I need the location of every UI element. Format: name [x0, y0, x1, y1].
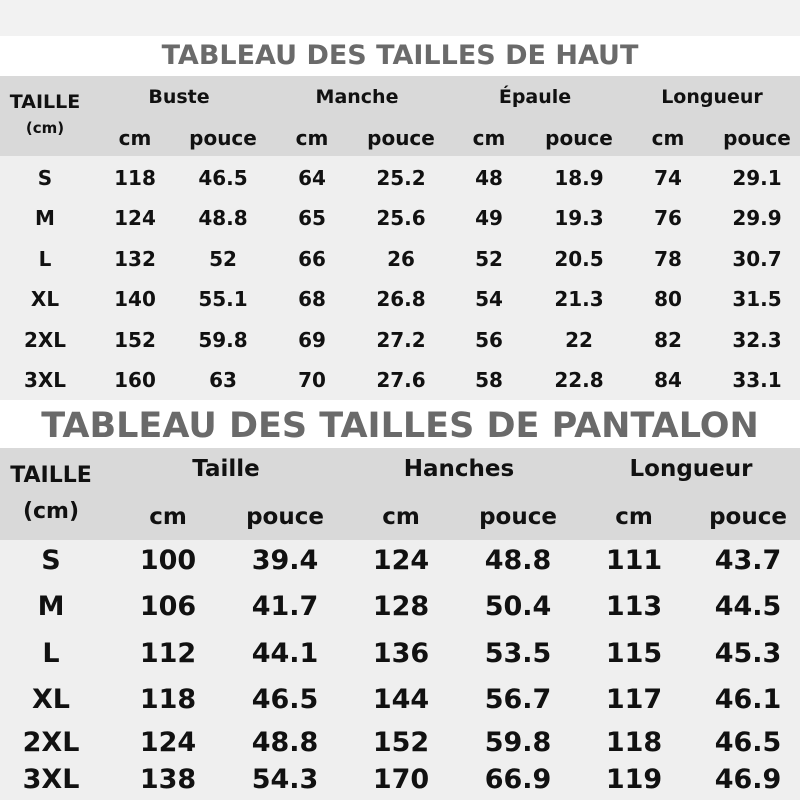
table-cell: 43.7 — [714, 545, 782, 576]
table-cell: 160 — [114, 368, 156, 392]
unit-header: cm — [382, 504, 420, 530]
table-cell: 32.3 — [732, 328, 782, 352]
top-chart-title: TABLEAU DES TAILLES DE HAUT — [161, 40, 639, 71]
table-cell: 46.5 — [198, 166, 248, 190]
size-label: L — [42, 638, 60, 669]
table-cell: 30.7 — [732, 247, 782, 271]
table-cell: 113 — [605, 591, 663, 622]
unit-header: pouce — [246, 504, 324, 530]
table-cell: 111 — [605, 545, 663, 576]
unit-header: cm — [149, 504, 187, 530]
table-cell: 18.9 — [554, 166, 604, 190]
group-header: Hanches — [403, 456, 515, 482]
table-cell: 54 — [475, 287, 503, 311]
table-cell: 48.8 — [198, 206, 248, 230]
size-label: 2XL — [22, 727, 80, 758]
table-cell: 52 — [209, 247, 237, 271]
size-label: XL — [30, 287, 60, 311]
table-cell: 48.8 — [484, 545, 552, 576]
table-cell: 49 — [475, 206, 503, 230]
table-cell: 26.8 — [376, 287, 426, 311]
pants-chart-title: TABLEAU DES TAILLES DE PANTALON — [41, 406, 759, 446]
table-cell: 144 — [372, 684, 430, 715]
table-cell: 66.9 — [484, 764, 552, 795]
table-cell: 22.8 — [554, 368, 604, 392]
table-cell: 124 — [372, 545, 430, 576]
table-cell: 64 — [298, 166, 326, 190]
table-cell: 21.3 — [554, 287, 604, 311]
table-cell: 44.1 — [251, 638, 319, 669]
unit-header: cm — [615, 504, 653, 530]
table-cell: 20.5 — [554, 247, 604, 271]
unit-header: cm — [295, 126, 329, 150]
table-cell: 74 — [654, 166, 682, 190]
table-cell: 82 — [654, 328, 682, 352]
table-cell: 59.8 — [484, 727, 552, 758]
table-cell: 140 — [114, 287, 156, 311]
table-cell: 132 — [114, 247, 156, 271]
unit-header: pouce — [723, 126, 791, 150]
table-cell: 50.4 — [484, 591, 552, 622]
table-cell: 33.1 — [732, 368, 782, 392]
table-cell: 59.8 — [198, 328, 248, 352]
table-cell: 44.5 — [714, 591, 782, 622]
table-cell: 124 — [114, 206, 156, 230]
group-header: Taille — [192, 456, 260, 482]
table-cell: 112 — [139, 638, 197, 669]
table-cell: 45.3 — [714, 638, 782, 669]
table-cell: 46.5 — [714, 727, 782, 758]
table-cell: 46.5 — [251, 684, 319, 715]
size-label: M — [35, 206, 55, 230]
group-header: Longueur — [629, 456, 753, 482]
size-label: S — [37, 166, 53, 190]
table-cell: 48 — [475, 166, 503, 190]
table-cell: 115 — [605, 638, 663, 669]
table-cell: 68 — [298, 287, 326, 311]
unit-header: pouce — [709, 504, 787, 530]
table-cell: 53.5 — [484, 638, 552, 669]
table-cell: 124 — [139, 727, 197, 758]
table-cell: 66 — [298, 247, 326, 271]
unit-header: pouce — [545, 126, 613, 150]
table-cell: 152 — [114, 328, 156, 352]
table-cell: 25.2 — [376, 166, 426, 190]
top-strip — [0, 0, 800, 36]
table-cell: 29.9 — [732, 206, 782, 230]
table-cell: 31.5 — [732, 287, 782, 311]
table-cell: 19.3 — [554, 206, 604, 230]
group-header: Manche — [315, 86, 399, 108]
table-cell: 100 — [139, 545, 197, 576]
size-column-unit: (cm) — [25, 119, 65, 137]
table-cell: 106 — [139, 591, 197, 622]
table-cell: 39.4 — [251, 545, 319, 576]
unit-header: pouce — [189, 126, 257, 150]
table-cell: 152 — [372, 727, 430, 758]
size-label: 3XL — [22, 764, 80, 795]
table-cell: 69 — [298, 328, 326, 352]
table-cell: 76 — [654, 206, 682, 230]
size-column-unit: (cm) — [22, 499, 80, 524]
table-cell: 119 — [605, 764, 663, 795]
size-label: S — [41, 545, 61, 576]
group-header: Épaule — [498, 86, 572, 108]
table-cell: 63 — [209, 368, 237, 392]
unit-header: cm — [118, 126, 152, 150]
unit-header: pouce — [479, 504, 557, 530]
table-cell: 46.1 — [714, 684, 782, 715]
table-cell: 118 — [605, 727, 663, 758]
table-cell: 58 — [475, 368, 503, 392]
table-cell: 118 — [139, 684, 197, 715]
table-cell: 22 — [565, 328, 593, 352]
table-cell: 25.6 — [376, 206, 426, 230]
unit-header: cm — [651, 126, 685, 150]
table-cell: 138 — [139, 764, 197, 795]
size-label: L — [38, 247, 52, 271]
table-cell: 27.2 — [376, 328, 426, 352]
size-label: XL — [31, 684, 71, 715]
table-cell: 55.1 — [198, 287, 248, 311]
table-cell: 170 — [372, 764, 430, 795]
table-cell: 46.9 — [714, 764, 782, 795]
size-label: M — [37, 591, 65, 622]
table-cell: 26 — [387, 247, 415, 271]
size-label: 3XL — [23, 368, 67, 392]
table-cell: 54.3 — [251, 764, 319, 795]
table-cell: 27.6 — [376, 368, 426, 392]
table-cell: 65 — [298, 206, 326, 230]
table-cell: 78 — [654, 247, 682, 271]
top-chart-body — [0, 156, 800, 400]
size-column-label: TAILLE — [10, 463, 92, 488]
table-cell: 84 — [654, 368, 682, 392]
unit-header: pouce — [367, 126, 435, 150]
table-cell: 52 — [475, 247, 503, 271]
table-cell: 48.8 — [251, 727, 319, 758]
table-cell: 56 — [475, 328, 503, 352]
size-label: 2XL — [23, 328, 67, 352]
table-cell: 70 — [298, 368, 326, 392]
table-cell: 41.7 — [251, 591, 319, 622]
table-cell: 136 — [372, 638, 430, 669]
table-cell: 117 — [605, 684, 663, 715]
size-column-label: TAILLE — [9, 91, 81, 113]
table-cell: 29.1 — [732, 166, 782, 190]
unit-header: cm — [472, 126, 506, 150]
table-cell: 128 — [372, 591, 430, 622]
table-cell: 56.7 — [484, 684, 552, 715]
group-header: Longueur — [661, 86, 763, 108]
pants-chart-body — [0, 540, 800, 800]
table-cell: 80 — [654, 287, 682, 311]
table-cell: 118 — [114, 166, 156, 190]
group-header: Buste — [148, 86, 210, 108]
